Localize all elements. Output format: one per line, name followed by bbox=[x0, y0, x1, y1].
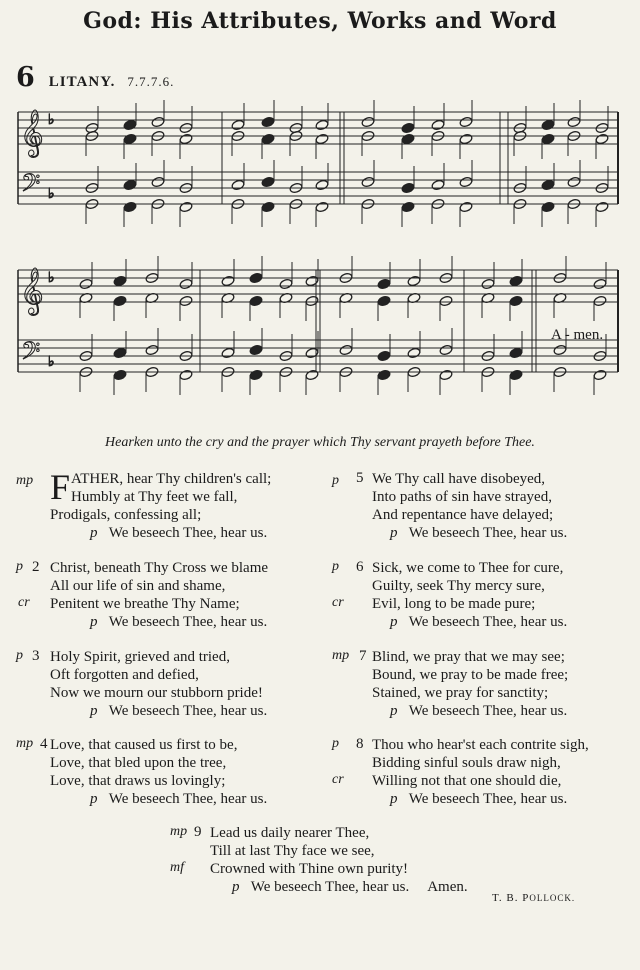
note-head bbox=[179, 369, 193, 381]
refrain-line bbox=[50, 613, 268, 631]
note-head bbox=[459, 176, 473, 188]
refrain-text: We beseech Thee, hear us. bbox=[408, 614, 568, 630]
verse-line: We Thy call have disobeyed, bbox=[372, 471, 546, 487]
epigraph: Hearken unto the cry and the prayer which Thy servant prayeth before Thee. bbox=[105, 435, 535, 450]
note-head bbox=[231, 119, 245, 131]
amen-text: Amen. bbox=[427, 879, 468, 895]
verse-line: Bidding sinful souls draw nigh, bbox=[372, 755, 561, 771]
verse-line: Evil, long to be made pure; bbox=[372, 596, 536, 612]
author-initials: T. B. P bbox=[492, 892, 530, 904]
dynamic-mark: p bbox=[16, 648, 23, 663]
verse-line: Stained, we pray for sanctity; bbox=[372, 685, 549, 701]
note-head bbox=[541, 179, 555, 191]
note-head bbox=[179, 133, 193, 145]
note-head bbox=[377, 369, 391, 381]
verse-9 bbox=[210, 824, 468, 896]
verse-2 bbox=[50, 559, 268, 631]
verse-line: Till at last Thy face we see, bbox=[210, 843, 375, 859]
note-head bbox=[123, 133, 137, 145]
note-head bbox=[459, 116, 473, 128]
verse-line: Willing not that one should die, bbox=[372, 773, 562, 789]
refrain-line bbox=[50, 524, 267, 542]
refrain-text: We beseech Thee, hear us. bbox=[108, 525, 268, 541]
verse-5 bbox=[372, 470, 567, 542]
music-score bbox=[0, 0, 640, 420]
note-head bbox=[145, 344, 159, 356]
note-head bbox=[123, 119, 137, 131]
verse-number: 5 bbox=[356, 470, 364, 486]
note-head bbox=[377, 295, 391, 307]
dynamic-mark: p bbox=[332, 473, 339, 488]
note-head bbox=[261, 176, 275, 188]
note-head bbox=[439, 369, 453, 381]
note-head bbox=[113, 295, 127, 307]
verse-line: Love, that caused us first to be, bbox=[50, 737, 238, 753]
verse-line: Prodigals, confessing all; bbox=[50, 507, 202, 523]
note-head bbox=[595, 201, 609, 213]
note-head bbox=[249, 295, 263, 307]
note-head bbox=[541, 119, 555, 131]
hymn-number: 6 bbox=[16, 62, 35, 93]
note-head bbox=[593, 295, 607, 307]
note-head bbox=[439, 295, 453, 307]
verse-line: Love, that draws us lovingly; bbox=[50, 773, 226, 789]
note-head bbox=[315, 119, 329, 131]
note-head bbox=[261, 116, 275, 128]
verse-line: Penitent we breathe Thy Name; bbox=[50, 596, 240, 612]
note-head bbox=[401, 133, 415, 145]
dynamic-mark: p bbox=[390, 703, 398, 719]
verse-3 bbox=[50, 648, 267, 720]
verse-number: 4 bbox=[40, 736, 48, 752]
refrain-line bbox=[50, 702, 267, 720]
author-credit bbox=[492, 892, 575, 904]
dynamic-mark: mp bbox=[16, 736, 34, 751]
verse-line: All our life of sin and shame, bbox=[50, 578, 226, 594]
verse-number: 6 bbox=[356, 559, 364, 575]
treble-clef: 𝄞 bbox=[20, 268, 44, 314]
note-head bbox=[279, 278, 293, 290]
note-head bbox=[305, 369, 319, 381]
verse-number: 3 bbox=[32, 648, 40, 664]
verse-line: Holy Spirit, grieved and tried, bbox=[50, 649, 230, 665]
note-head bbox=[439, 344, 453, 356]
note-head bbox=[221, 275, 235, 287]
refrain-text: We beseech Thee, hear us. bbox=[408, 791, 568, 807]
verse-number: 8 bbox=[356, 736, 364, 752]
note-head bbox=[179, 201, 193, 213]
note-head bbox=[151, 116, 165, 128]
note-head bbox=[113, 275, 127, 287]
note-head bbox=[123, 179, 137, 191]
verse-line: Lead us daily nearer Thee, bbox=[210, 825, 370, 841]
note-head bbox=[509, 369, 523, 381]
flat-sign: ♭ bbox=[48, 270, 55, 286]
bass-clef: 𝄢 bbox=[21, 169, 41, 204]
refrain-line bbox=[50, 790, 267, 808]
note-head bbox=[407, 275, 421, 287]
note-head bbox=[231, 179, 245, 191]
note-head bbox=[593, 369, 607, 381]
flat-sign: ♭ bbox=[48, 354, 55, 370]
note-head bbox=[79, 278, 93, 290]
verse-line: Blind, we pray that we may see; bbox=[372, 649, 565, 665]
note-head bbox=[221, 347, 235, 359]
note-head bbox=[377, 278, 391, 290]
dynamic-mark: mp bbox=[170, 824, 188, 839]
verse-line: Crowned with Thine own purity! bbox=[210, 861, 409, 877]
refrain-text: We beseech Thee, hear us. bbox=[108, 791, 268, 807]
note-head bbox=[361, 116, 375, 128]
note-head bbox=[401, 182, 415, 194]
note-head bbox=[151, 176, 165, 188]
note-head bbox=[249, 272, 263, 284]
note-head bbox=[315, 201, 329, 213]
verse-line: Guilty, seek Thy mercy sure, bbox=[372, 578, 545, 594]
note-head bbox=[305, 295, 319, 307]
note-head bbox=[401, 122, 415, 134]
dynamic-mark: p bbox=[90, 791, 98, 807]
verse-line: Sick, we come to Thee for cure, bbox=[372, 560, 564, 576]
dynamic-mark: p bbox=[90, 525, 98, 541]
note-head bbox=[315, 179, 329, 191]
dynamic-mark: cr bbox=[332, 772, 344, 787]
note-head bbox=[305, 275, 319, 287]
flat-sign: ♭ bbox=[48, 112, 55, 128]
verse-line: Love, that bled upon the tree, bbox=[50, 755, 227, 771]
verse-number: 9 bbox=[194, 824, 202, 840]
verse-4 bbox=[50, 736, 267, 808]
dynamic-mark: mp bbox=[332, 648, 350, 663]
verse-1 bbox=[50, 467, 272, 542]
note-head bbox=[305, 347, 319, 359]
refrain-line bbox=[372, 790, 589, 808]
meter: 7.7.7.6. bbox=[127, 74, 175, 89]
dynamic-mark: p bbox=[90, 703, 98, 719]
refrain-line bbox=[372, 524, 567, 542]
verse-line: Humbly at Thy feet we fall, bbox=[71, 489, 238, 505]
bass-clef: 𝄢 bbox=[21, 337, 41, 372]
note-head bbox=[377, 350, 391, 362]
dynamic-mark: p bbox=[16, 559, 23, 574]
note-head bbox=[179, 295, 193, 307]
refrain-text: We beseech Thee, hear us. bbox=[408, 525, 568, 541]
note-head bbox=[459, 201, 473, 213]
refrain-line bbox=[210, 878, 468, 896]
verse-8 bbox=[372, 736, 589, 808]
amen-label: A - men. bbox=[551, 327, 604, 343]
dynamic-mark: p bbox=[332, 736, 339, 751]
verse-line: Bound, we pray to be made free; bbox=[372, 667, 569, 683]
dynamic-mark: p bbox=[390, 525, 398, 541]
dynamic-mark: mp bbox=[16, 473, 34, 488]
verse-line: Thou who hear'st each contrite sigh, bbox=[372, 737, 589, 753]
verse-line: Oft forgotten and defied, bbox=[50, 667, 199, 683]
drop-cap: F bbox=[50, 467, 71, 507]
treble-clef: 𝄞 bbox=[20, 110, 44, 156]
dynamic-mark: p bbox=[390, 614, 398, 630]
verse-line: Christ, beneath Thy Cross we blame bbox=[50, 560, 269, 576]
note-head bbox=[593, 278, 607, 290]
note-head bbox=[407, 347, 421, 359]
note-head bbox=[113, 369, 127, 381]
verse-line: Into paths of sin have strayed, bbox=[372, 489, 552, 505]
verse-number: 2 bbox=[32, 559, 40, 575]
dynamic-mark: p bbox=[332, 559, 339, 574]
refrain-text: We beseech Thee, hear us. bbox=[250, 879, 410, 895]
note-head bbox=[541, 133, 555, 145]
dynamic-mark: p bbox=[232, 879, 240, 895]
verse-line: ATHER, hear Thy children's call; bbox=[71, 471, 272, 487]
dynamic-mark: p bbox=[390, 791, 398, 807]
verse-line: And repentance have delayed; bbox=[372, 507, 554, 523]
dynamic-mark: mf bbox=[170, 860, 184, 875]
note-head bbox=[541, 201, 555, 213]
note-head bbox=[595, 133, 609, 145]
dynamic-mark: p bbox=[90, 614, 98, 630]
verse-6 bbox=[372, 559, 567, 631]
dynamic-mark: cr bbox=[332, 595, 344, 610]
note-head bbox=[459, 133, 473, 145]
verse-7 bbox=[372, 648, 568, 720]
note-head bbox=[261, 201, 275, 213]
note-head bbox=[509, 275, 523, 287]
note-head bbox=[567, 116, 581, 128]
refrain-text: We beseech Thee, hear us. bbox=[408, 703, 568, 719]
note-head bbox=[401, 201, 415, 213]
note-head bbox=[113, 347, 127, 359]
refrain-text: We beseech Thee, hear us. bbox=[108, 703, 268, 719]
note-head bbox=[553, 344, 567, 356]
note-head bbox=[431, 119, 445, 131]
note-head bbox=[123, 201, 137, 213]
note-head bbox=[249, 369, 263, 381]
tune-name: LITANY. bbox=[48, 74, 116, 90]
refrain-line bbox=[372, 702, 568, 720]
note-head bbox=[249, 344, 263, 356]
refrain-line bbox=[372, 613, 567, 631]
flat-sign: ♭ bbox=[48, 186, 55, 202]
note-head bbox=[315, 133, 329, 145]
note-head bbox=[431, 179, 445, 191]
note-head bbox=[339, 344, 353, 356]
note-head bbox=[361, 176, 375, 188]
note-head bbox=[567, 176, 581, 188]
page-title: God: His Attributes, Works and Word bbox=[83, 8, 557, 34]
note-head bbox=[179, 278, 193, 290]
note-head bbox=[509, 347, 523, 359]
verse-line: Now we mourn our stubborn pride! bbox=[50, 685, 263, 701]
note-head bbox=[481, 278, 495, 290]
note-head bbox=[509, 295, 523, 307]
dynamic-mark: cr bbox=[18, 595, 30, 610]
author-surname: OLLOCK. bbox=[529, 893, 576, 903]
note-head bbox=[261, 133, 275, 145]
refrain-text: We beseech Thee, hear us. bbox=[108, 614, 268, 630]
verse-number: 7 bbox=[359, 648, 367, 664]
